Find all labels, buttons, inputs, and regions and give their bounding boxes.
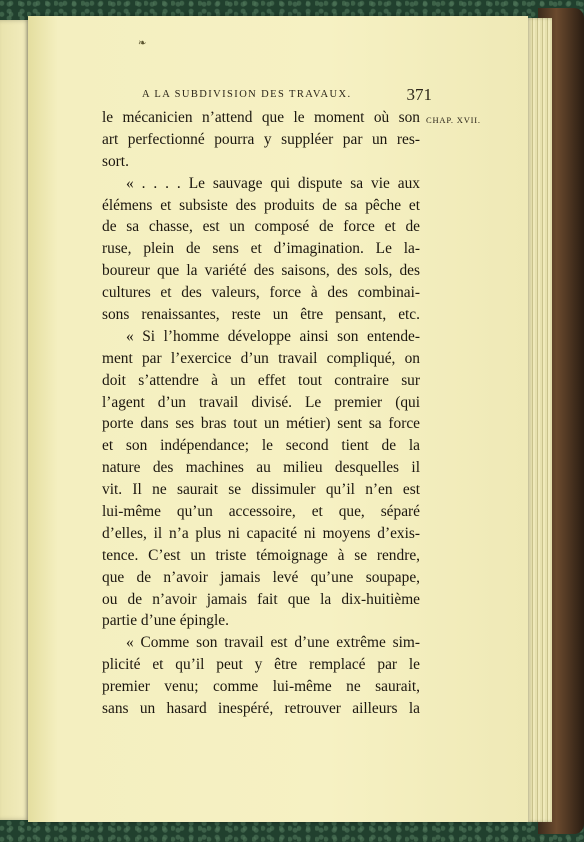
text-line: boureur que la variété des saisons, des sols, des [102,262,420,280]
text-line: sort. [102,152,129,170]
text-line: sons renaissantes, reste un être pensant, etc. [102,306,420,324]
gutter-mark: ❧ [138,38,147,49]
running-header [142,86,432,106]
text-line: ment par l’exercice d’un travail compliqué, on [102,349,420,367]
text-line: partie d’une épingle. [102,612,229,630]
text-line: et son indépendance; le second tient de la [102,437,420,455]
text-line: « Comme son travail est d’une extrême sim- [126,634,420,652]
running-title: A LA SUBDIVISION DES TRAVAUX. [142,89,352,100]
text-line: d’elles, il n’a plus ni capacité ni moyens d’exis- [102,524,420,542]
text-line: art perfectionné pourra y suppléer par un res- [102,130,420,148]
text-line: « Si l’homme développe ainsi son entende- [126,327,420,345]
text-line: sans un hasard inespéré, retrouver ailleurs la [102,700,420,718]
text-line: porte dans ses bras tout un métier) sent sa force [102,415,420,433]
text-line: élémens et subsiste des produits de sa pêche et [102,196,420,214]
text-line: plicité et qu’il peut y être remplacé par le [102,656,420,674]
page-number: 371 [406,85,432,104]
text-line: nature des machines au milieu desquelles il [102,459,420,477]
text-line: ruse, plein de sens et d’imagination. Le la- [102,240,420,258]
text-line: « . . . . Le sauvage qui dispute sa vie aux [126,174,420,192]
marginal-chapter-note: CHAP. XVII. [426,115,481,125]
text-line: premier venu; comme lui-même ne saurait, [102,678,420,696]
text-line: l’agent d’un travail divisé. Le premier (qui [102,393,420,411]
text-line: vit. Il ne saurait se dissimuler qu’il n’en est [102,481,420,499]
facing-page-edge [0,20,30,820]
body-text [102,107,420,718]
text-line: que de n’avoir jamais levé qu’une soupape, [102,568,420,586]
text-line: de sa chasse, est un composé de force et de [102,218,420,236]
text-line: tence. C’est un triste témoignage à se rendre, [102,546,420,564]
text-line: cultures et des valeurs, force à des combinai- [102,284,420,302]
text-line: ou de n’avoir jamais fait que la dix-huitième [102,590,420,608]
text-line: lui-même qu’un accessoire, et que, séparé [102,503,420,521]
text-line: doit s’attendre à un effet tout contraire sur [102,371,420,389]
text-line: le mécanicien n’attend que le moment où son [102,109,420,126]
